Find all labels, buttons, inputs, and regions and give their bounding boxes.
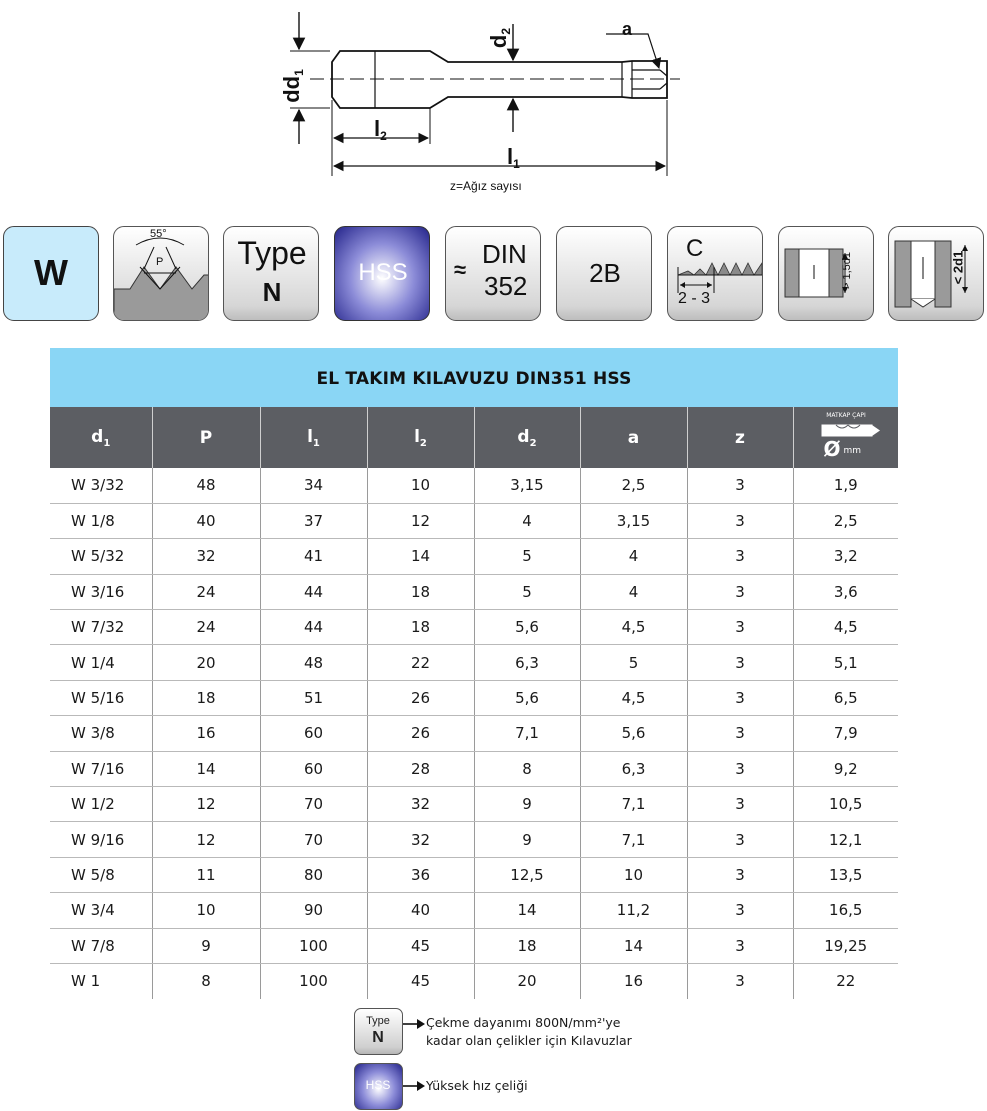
- cell-a: 4,5: [580, 680, 687, 715]
- thread-pitch-label: P: [156, 256, 164, 268]
- cell-l1: 70: [260, 787, 367, 822]
- cell-size: W 3/8: [50, 716, 152, 751]
- tap-type-n-icon: [223, 226, 319, 321]
- cell-pitch: 12: [152, 822, 260, 857]
- cell-d2: 4: [474, 503, 580, 538]
- tap-dimension-drawing: [270, 4, 690, 196]
- cell-l2: 28: [367, 751, 474, 786]
- tolerance-class-icon: [556, 226, 652, 321]
- cell-a: 14: [580, 928, 687, 963]
- blind-hole-icon: [778, 226, 874, 321]
- cell-a: 4,5: [580, 610, 687, 645]
- tap-spec-table: [50, 407, 898, 999]
- header-drill-diameter: [793, 407, 898, 468]
- cell-l2: 45: [367, 963, 474, 998]
- din-label: DIN: [482, 239, 527, 269]
- header-l2: $l_2$: [367, 407, 474, 468]
- cell-size: W 7/16: [50, 751, 152, 786]
- cell-l1: 100: [260, 963, 367, 998]
- table-row: [50, 468, 898, 503]
- drill-diameter-symbol: Ø: [823, 437, 841, 461]
- cell-l1: 90: [260, 893, 367, 928]
- thread-standard-w-icon: [3, 226, 99, 321]
- table-row: [50, 645, 898, 680]
- table-row: [50, 928, 898, 963]
- legend-type-description: [426, 1014, 632, 1050]
- cell-z: 3: [687, 787, 793, 822]
- cell-l1: 44: [260, 574, 367, 609]
- legend-type-arrow-icon: [403, 1018, 425, 1030]
- hss-material-icon: [334, 226, 430, 321]
- table-row: [50, 574, 898, 609]
- cell-l1: 48: [260, 645, 367, 680]
- cell-drill: 4,5: [793, 610, 898, 645]
- cell-z: 3: [687, 574, 793, 609]
- cell-pitch: 8: [152, 963, 260, 998]
- cell-z: 3: [687, 716, 793, 751]
- table-row: [50, 716, 898, 751]
- cell-z: 3: [687, 610, 793, 645]
- cell-l1: 60: [260, 716, 367, 751]
- header-l1: $l_1$: [260, 407, 367, 468]
- legend-type-n-label: N: [372, 1029, 384, 1046]
- table-row: [50, 610, 898, 645]
- cell-a: 5: [580, 645, 687, 680]
- din-number-label: 352: [484, 271, 528, 301]
- tap-spec-table-section: [50, 348, 898, 999]
- cell-l1: 41: [260, 539, 367, 574]
- cell-d2: 8: [474, 751, 580, 786]
- cell-pitch: 48: [152, 468, 260, 503]
- cell-pitch: 9: [152, 928, 260, 963]
- thread-angle-label: 55°: [150, 228, 167, 240]
- cell-d2: 5: [474, 574, 580, 609]
- cell-pitch: 12: [152, 787, 260, 822]
- cell-a: 4: [580, 574, 687, 609]
- cell-drill: 5,1: [793, 645, 898, 680]
- cell-pitch: 20: [152, 645, 260, 680]
- cell-z: 3: [687, 680, 793, 715]
- cell-size: W 9/16: [50, 822, 152, 857]
- cell-z: 3: [687, 645, 793, 680]
- table-row: [50, 680, 898, 715]
- cell-d2: 20: [474, 963, 580, 998]
- cell-d2: 18: [474, 928, 580, 963]
- cell-pitch: 14: [152, 751, 260, 786]
- cell-drill: 9,2: [793, 751, 898, 786]
- cell-size: W 1/2: [50, 787, 152, 822]
- cell-size: W 1/8: [50, 503, 152, 538]
- cell-size: W 5/16: [50, 680, 152, 715]
- cell-pitch: 40: [152, 503, 260, 538]
- cell-d2: 5,6: [474, 610, 580, 645]
- label-a: a: [622, 19, 633, 39]
- table-title: EL TAKIM KILAVUZU DIN351 HSS: [50, 348, 898, 407]
- cell-size: W 1: [71, 972, 101, 991]
- thread-profile-icon: [114, 227, 209, 321]
- cell-a: 7,1: [580, 787, 687, 822]
- cell-l2: 26: [367, 716, 474, 751]
- chamfer-form-icon: [667, 226, 763, 321]
- cell-l2: 40: [367, 893, 474, 928]
- cell-d2: 7,1: [474, 716, 580, 751]
- legend-type-text-line1: Çekme dayanımı 800N/mm²'ye: [426, 1015, 621, 1030]
- cell-size: W 5/8: [50, 857, 152, 892]
- cell-pitch: 11: [152, 857, 260, 892]
- cell-d2: 9: [474, 822, 580, 857]
- header-pitch: P: [152, 407, 260, 468]
- table-header-row: [50, 407, 898, 468]
- cell-drill: 19,25: [793, 928, 898, 963]
- cell-z: 3: [687, 822, 793, 857]
- cell-a: 3,15: [580, 503, 687, 538]
- cell-pitch: 18: [152, 680, 260, 715]
- legend-hss-label: HSS: [365, 1078, 391, 1092]
- cell-l1: 60: [260, 751, 367, 786]
- cell-a: 2,5: [580, 468, 687, 503]
- cell-a: 4: [580, 539, 687, 574]
- cell-d2: 5,6: [474, 680, 580, 715]
- drill-size-top-label: MATKAP ÇAPI: [826, 412, 866, 419]
- through-hole-section-icon: [889, 227, 984, 321]
- cell-d2: 6,3: [474, 645, 580, 680]
- cell-size: W 5/32: [50, 539, 152, 574]
- table-row: [50, 822, 898, 857]
- cell-d2: 5: [474, 539, 580, 574]
- thread-standard-label: W: [34, 252, 68, 293]
- table-row: [50, 539, 898, 574]
- legend-type-label: Type: [366, 1015, 390, 1027]
- table-row: [50, 503, 898, 538]
- cell-pitch: 32: [152, 539, 260, 574]
- thread-angle-icon: [113, 226, 209, 321]
- cell-l1: 70: [260, 822, 367, 857]
- cell-a: 6,3: [580, 751, 687, 786]
- cell-drill: 1,9: [793, 468, 898, 503]
- legend-hss-badge: [354, 1063, 403, 1110]
- cell-a: 16: [580, 963, 687, 998]
- type-n-label: N: [262, 277, 282, 307]
- cell-l2: 32: [367, 822, 474, 857]
- header-a: a: [580, 407, 687, 468]
- cell-pitch: 24: [152, 610, 260, 645]
- cell-l1: 34: [260, 468, 367, 503]
- cell-pitch: 16: [152, 716, 260, 751]
- cell-l1: 51: [260, 680, 367, 715]
- legend-hss-description: Yüksek hız çeliği: [426, 1078, 528, 1093]
- cell-l2: 18: [367, 610, 474, 645]
- cell-l1: 80: [260, 857, 367, 892]
- cell-drill: 16,5: [793, 893, 898, 928]
- cell-d2: 3,15: [474, 468, 580, 503]
- cell-z: 3: [687, 751, 793, 786]
- table-row: [50, 893, 898, 928]
- legend-type-text-line2: kadar olan çelikler için Kılavuzlar: [426, 1033, 632, 1048]
- cell-d2: 9: [474, 787, 580, 822]
- header-d1: $d_1$: [50, 407, 152, 468]
- label-d1: $dd_1$: [278, 69, 306, 103]
- drill-diameter-unit: mm: [843, 446, 862, 456]
- cell-a: 7,1: [580, 822, 687, 857]
- din-standard-icon: [445, 226, 541, 321]
- hss-label: HSS: [358, 259, 408, 286]
- table-body: [50, 468, 898, 999]
- cell-l2: 45: [367, 928, 474, 963]
- cell-z: 3: [687, 928, 793, 963]
- label-l2: $l_2$: [374, 116, 387, 143]
- table-row: [50, 787, 898, 822]
- table-row: [50, 857, 898, 892]
- cell-l2: 36: [367, 857, 474, 892]
- cell-drill: 12,1: [793, 822, 898, 857]
- cell-drill: 3,2: [793, 539, 898, 574]
- legend-hss-arrow-icon: [403, 1080, 425, 1092]
- chamfer-range: 2 - 3: [678, 290, 711, 307]
- cell-z: 3: [687, 963, 793, 998]
- blind-hole-section-icon: [779, 227, 874, 321]
- label-d2: $d_2$: [486, 27, 514, 49]
- cell-z: 3: [687, 857, 793, 892]
- cell-drill: 6,5: [793, 680, 898, 715]
- cell-l2: 10: [367, 468, 474, 503]
- flute-count-caption: z=Ağız sayısı: [450, 179, 522, 193]
- legend-type-n-badge: [354, 1008, 403, 1055]
- table-row: [50, 751, 898, 786]
- din-approx-symbol: ≈: [454, 257, 467, 282]
- header-z: z: [687, 407, 793, 468]
- cell-l2: 32: [367, 787, 474, 822]
- cell-size: W 7/32: [50, 610, 152, 645]
- cell-z: 3: [687, 468, 793, 503]
- cell-a: 11,2: [580, 893, 687, 928]
- cell-d2: 12,5: [474, 857, 580, 892]
- cell-size: W 3/32: [50, 468, 152, 503]
- cell-pitch: 10: [152, 893, 260, 928]
- cell-l2: 26: [367, 680, 474, 715]
- cell-drill: 7,9: [793, 716, 898, 751]
- blind-depth-label: > 1,5d1: [841, 251, 854, 290]
- cell-drill: 22: [793, 963, 898, 998]
- tolerance-label: 2B: [589, 258, 621, 288]
- cell-l2: 14: [367, 539, 474, 574]
- cell-l1: 37: [260, 503, 367, 538]
- cell-size: W 3/4: [50, 893, 152, 928]
- cell-l1: 44: [260, 610, 367, 645]
- label-l1: $l_1$: [507, 144, 520, 171]
- cell-drill: 2,5: [793, 503, 898, 538]
- through-depth-label: < 2d1: [950, 250, 966, 285]
- cell-size: W 3/16: [50, 574, 152, 609]
- chamfer-letter: C: [686, 235, 704, 262]
- type-label: Type: [237, 235, 307, 271]
- table-row: [50, 963, 898, 998]
- cell-l2: 18: [367, 574, 474, 609]
- cell-drill: 10,5: [793, 787, 898, 822]
- cell-a: 10: [580, 857, 687, 892]
- cell-l2: 22: [367, 645, 474, 680]
- cell-z: 3: [687, 893, 793, 928]
- through-hole-icon: [888, 226, 984, 321]
- cell-l2: 12: [367, 503, 474, 538]
- cell-a: 5,6: [580, 716, 687, 751]
- cell-size: W 1/4: [50, 645, 152, 680]
- cell-drill: 13,5: [793, 857, 898, 892]
- header-d2: $d_2$: [474, 407, 580, 468]
- cell-drill: 3,6: [793, 574, 898, 609]
- cell-size: W 7/8: [50, 928, 152, 963]
- cell-l1: 100: [260, 928, 367, 963]
- cell-z: 3: [687, 503, 793, 538]
- cell-pitch: 24: [152, 574, 260, 609]
- cell-d2: 14: [474, 893, 580, 928]
- cell-z: 3: [687, 539, 793, 574]
